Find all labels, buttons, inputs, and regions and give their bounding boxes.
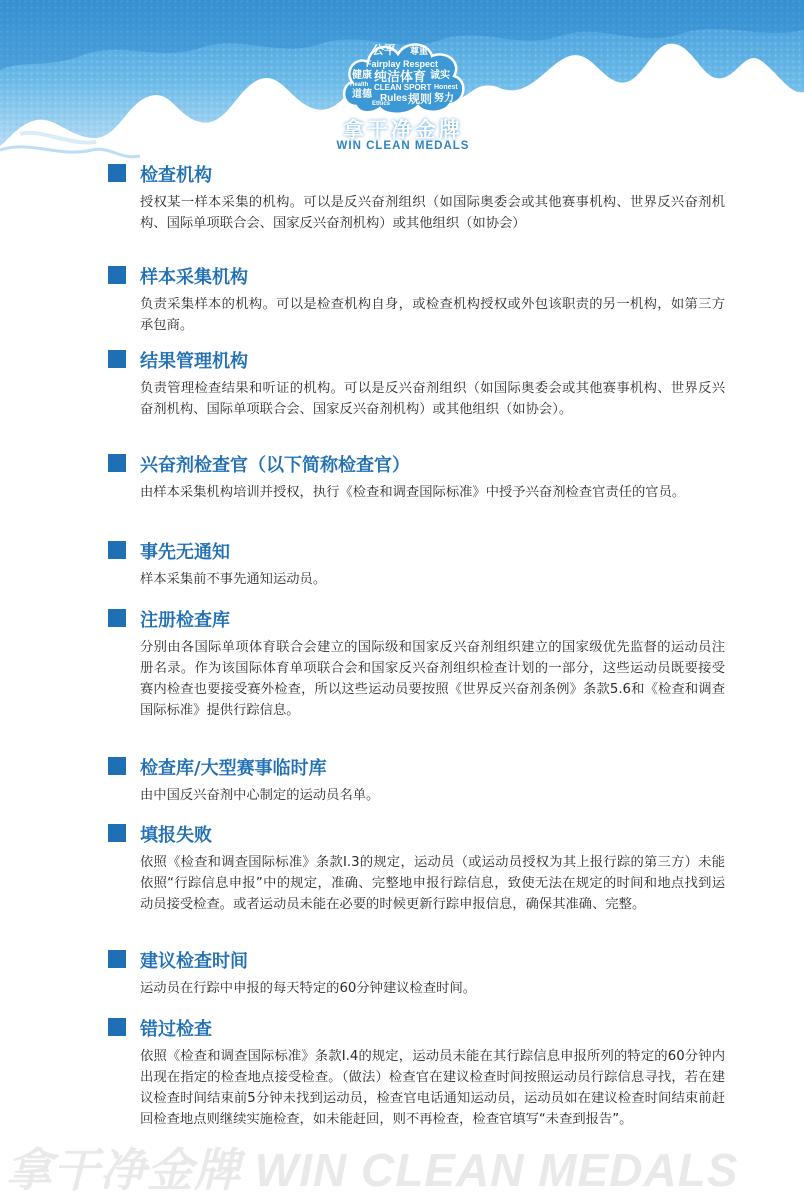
section-title: 检查库/大型赛事临时库 (140, 758, 327, 779)
logo-word: 道德 (352, 89, 372, 100)
section-title: 建议检查时间 (140, 951, 248, 972)
section-title: 错过检查 (140, 1019, 212, 1040)
logo-word: 纯洁体育 (374, 69, 427, 84)
logo-word: 尊重 (410, 46, 429, 56)
logo-word: Fairplay Respect (366, 59, 439, 69)
section-title: 事先无通知 (140, 542, 230, 563)
square-bullet-icon (108, 950, 126, 968)
section-title: 注册检查库 (140, 610, 230, 631)
square-bullet-icon (108, 164, 126, 182)
logo-word: Ethics (372, 101, 391, 107)
logo-word: 健康 (352, 70, 372, 81)
section-body: 依照《检查和调查国际标准》条款I.3的规定，运动员（或运动员授权为其上报行踪的第三方）未能依照“行踪信息申报”中的规定，准确、完整地申报行踪信息，致使无法在规定的时间和地点找到运动员接受检查。或者运动员未能在必要的时候更新行踪申报信息，确保其准确、完整。 (140, 855, 725, 912)
section-body: 负责采集样本的机构。可以是检查机构自身，或检查机构授权或外包该职责的另一机构，如第三方承包商。 (140, 297, 725, 333)
logo-subtitle: WIN CLEAN MEDALS (336, 140, 470, 152)
logo-word: CLEAN SPORT (374, 83, 432, 92)
logo-word: Rules (380, 93, 408, 104)
logo-word: Honest (434, 84, 458, 91)
section-body: 由样本采集机构培训并授权，执行《检查和调查国际标准》中授予兴奋剂检查官责任的官员。 (140, 485, 686, 500)
section-title: 兴奋剂检查官（以下简称检查官） (140, 455, 410, 476)
section-body: 运动员在行踪中申报的每天特定的60分钟建议检查时间。 (140, 981, 477, 996)
logo-word: Health (350, 82, 369, 88)
square-bullet-icon (108, 757, 126, 775)
logo-word: 努力 (434, 93, 454, 104)
square-bullet-icon (108, 541, 126, 559)
section-body: 由中国反兴奋剂中心制定的运动员名单。 (140, 788, 380, 803)
section-title: 结果管理机构 (140, 351, 248, 372)
square-bullet-icon (108, 609, 126, 627)
section-body: 分别由各国际单项体育联合会建立的国际级和国家反兴奋剂组织建立的国家级优先监督的运动员注册名录。作为该国际体育单项联合会和国家反兴奋剂组织检查计划的一部分，这些运动员既要接受赛内检查也要接受赛外检查，所以这些运动员要按照《世界反兴奋剂条例》条款5.6和《检查和调查国际标准》提供行踪信息。 (140, 640, 725, 718)
section-body: 样本采集前不事先通知运动员。 (140, 572, 327, 587)
square-bullet-icon (108, 1018, 126, 1036)
section-body: 负责管理检查结果和听证的机构。可以是反兴奋剂组织（如国际奥委会或其他赛事机构、世界反兴奋剂机构、国际单项联合会、国家反兴奋剂机构）或其他组织（如协会）。 (140, 381, 725, 417)
section-body: 依照《检查和调查国际标准》条款I.4的规定，运动员未能在其行踪信息申报所列的特定的60分钟内出现在指定的检查地点接受检查。（做法）检查官在建议检查时间按照运动员行踪信息寻找，若在建议检查时间结束前5分钟未找到运动员，检查官电话通知运动员，运动员如在建议检查时间结束前赶回检查地点则继续实施检查，如未能赶回，则不再检查，检查官填写“未查到报告”。 (140, 1049, 725, 1127)
square-bullet-icon (108, 824, 126, 842)
win-clean-medals-logo (336, 36, 470, 156)
logo-word: 公平 (372, 43, 397, 57)
section-title: 检查机构 (140, 165, 212, 186)
section-title: 样本采集机构 (140, 267, 248, 288)
footer-watermark: 拿干净金牌 WIN CLEAN MEDALS (6, 1144, 739, 1196)
section-title: 填报失败 (140, 825, 212, 846)
section-body: 授权某一样本采集的机构。可以是反兴奋剂组织（如国际奥委会或其他赛事机构、世界反兴奋剂机构、国际单项联合会、国家反兴奋剂机构）或其他组织（如协会） (140, 195, 725, 231)
square-bullet-icon (108, 454, 126, 472)
logo-word-cloud (350, 40, 456, 110)
square-bullet-icon (108, 266, 126, 284)
logo-word: 诚实 (430, 70, 450, 81)
logo-title: 拿干净金牌 (343, 118, 463, 142)
square-bullet-icon (108, 350, 126, 368)
logo-word: 规则 (408, 92, 433, 106)
